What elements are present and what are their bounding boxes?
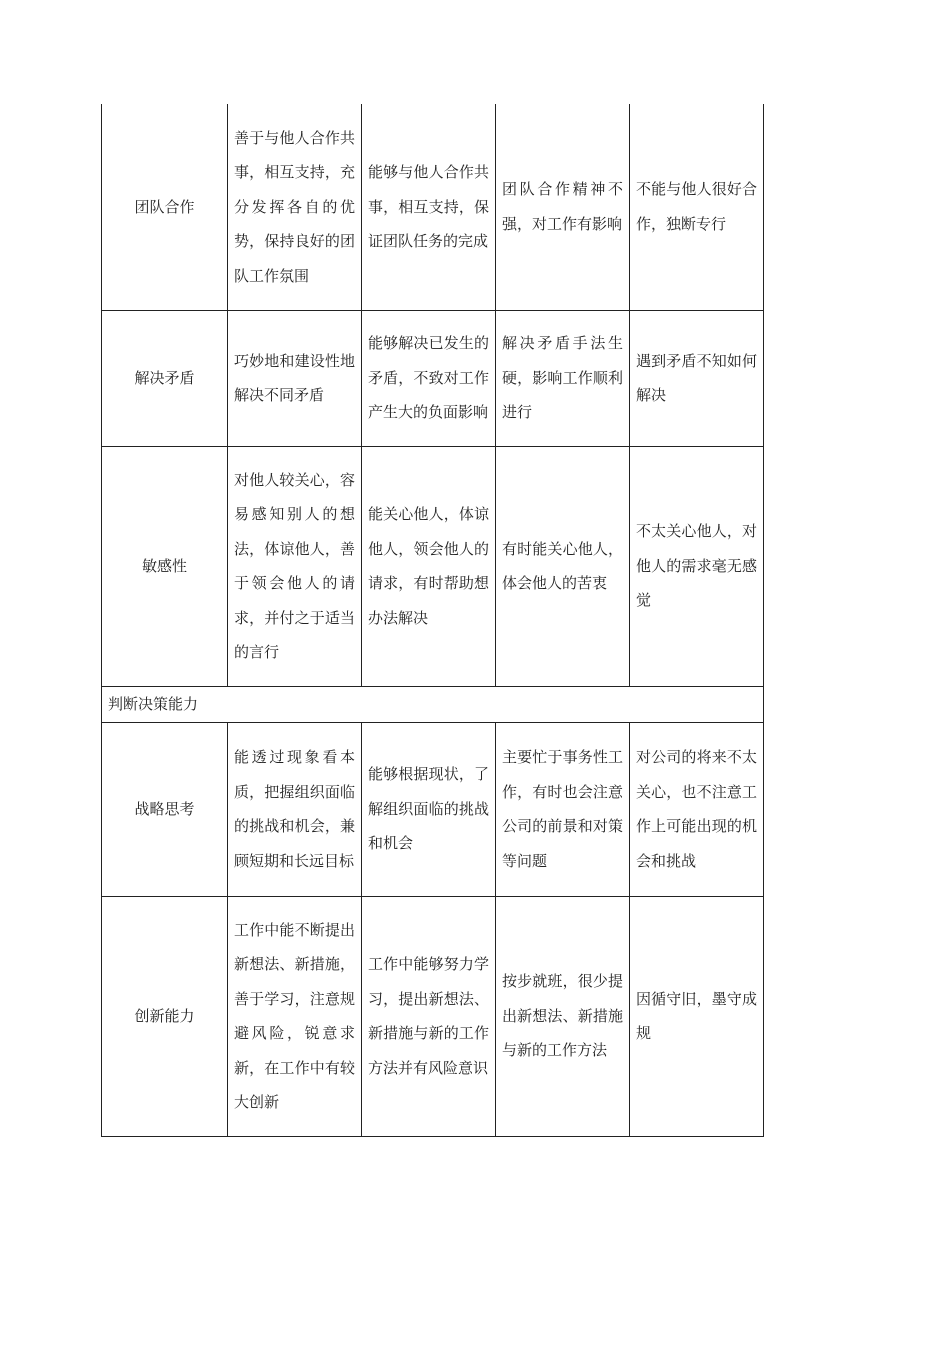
table-row [102,104,764,310]
level-3-description: 有时能关心他人，体会他人的苦衷 [496,446,630,686]
level-2-description: 能够解决已发生的矛盾，不致对工作产生大的负面影响 [362,310,496,446]
level-4-description: 遇到矛盾不知如何解决 [630,310,764,446]
level-1-description: 巧妙地和建设性地解决不同矛盾 [228,310,362,446]
level-1-description: 能透过现象看本质，把握组织面临的挑战和机会，兼顾短期和长远目标 [228,722,362,896]
level-2-description: 能够与他人合作共事，相互支持，保证团队任务的完成 [362,104,496,310]
section-row [102,686,764,722]
competency-table-container [101,104,763,1137]
competency-name: 创新能力 [102,896,228,1136]
level-1-description: 善于与他人合作共事，相互支持，充分发挥各自的优势，保持良好的团队工作氛围 [228,104,362,310]
level-3-description: 团队合作精神不强，对工作有影响 [496,104,630,310]
table-row [102,722,764,896]
competency-name: 战略思考 [102,722,228,896]
competency-name: 解决矛盾 [102,310,228,446]
level-1-description: 工作中能不断提出新想法、新措施，善于学习，注意规避风险，锐意求新，在工作中有较大创新 [228,896,362,1136]
level-2-description: 能关心他人，体谅他人，领会他人的请求，有时帮助想办法解决 [362,446,496,686]
level-3-description: 解决矛盾手法生硬，影响工作顺利进行 [496,310,630,446]
level-3-description: 按步就班，很少提出新想法、新措施与新的工作方法 [496,896,630,1136]
level-4-description: 不能与他人很好合作，独断专行 [630,104,764,310]
competency-name: 敏感性 [102,446,228,686]
level-4-description: 不太关心他人，对他人的需求毫无感觉 [630,446,764,686]
table-row [102,310,764,446]
level-4-description: 因循守旧，墨守成规 [630,896,764,1136]
table-row [102,896,764,1136]
level-4-description: 对公司的将来不太关心，也不注意工作上可能出现的机会和挑战 [630,722,764,896]
section-heading: 判断决策能力 [102,686,764,722]
competency-name: 团队合作 [102,104,228,310]
table-row [102,446,764,686]
level-3-description: 主要忙于事务性工作，有时也会注意公司的前景和对策等问题 [496,722,630,896]
level-2-description: 能够根据现状，了解组织面临的挑战和机会 [362,722,496,896]
competency-table [101,104,764,1137]
level-1-description: 对他人较关心，容易感知别人的想法，体谅他人，善于领会他人的请求，并付之于适当的言行 [228,446,362,686]
level-2-description: 工作中能够努力学习，提出新想法、新措施与新的工作方法并有风险意识 [362,896,496,1136]
